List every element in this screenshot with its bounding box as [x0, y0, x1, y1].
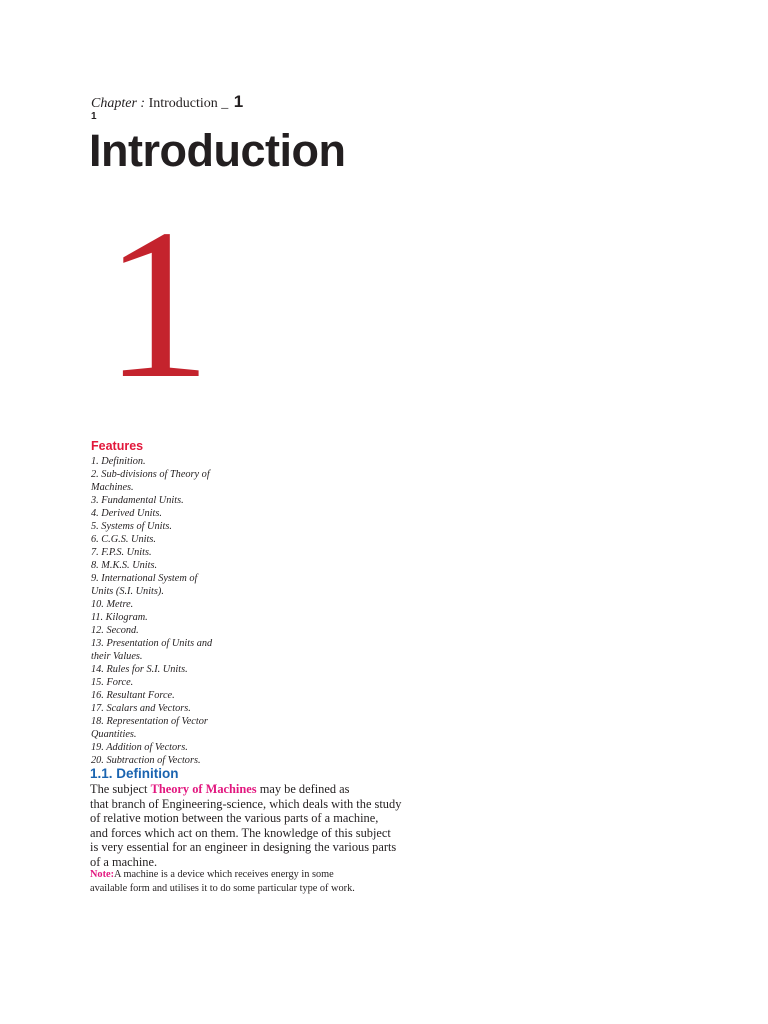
- feature-item: 12. Second.: [91, 625, 139, 636]
- definition-paragraph: [90, 782, 401, 869]
- note-label: Note:: [90, 869, 115, 880]
- chapter-header: [91, 92, 243, 112]
- feature-item: 20. Subtraction of Vectors.: [91, 755, 201, 766]
- note-line: available form and utilises it to do some particular type of work.: [90, 882, 355, 894]
- feature-item: 13. Presentation of Units and: [91, 638, 213, 649]
- highlighted-term: Theory of Machines: [150, 782, 257, 796]
- page-number-marker: 1: [91, 111, 97, 122]
- chapter-number: 1: [233, 92, 244, 111]
- feature-item: 6. C.G.S. Units.: [91, 534, 156, 545]
- feature-item: 10. Metre.: [91, 599, 134, 610]
- note-line: [90, 868, 355, 882]
- page-title: Introduction: [89, 125, 346, 176]
- feature-item: 1. Definition.: [91, 456, 146, 467]
- feature-item: Quantities.: [91, 729, 137, 740]
- feature-item: 8. M.K.S. Units.: [91, 560, 158, 571]
- paragraph-line: [90, 782, 401, 797]
- feature-item: 11. Kilogram.: [91, 612, 148, 623]
- paragraph-line: and forces which act on them. The knowledge of this subject: [90, 825, 391, 840]
- note-paragraph: [90, 868, 355, 895]
- paragraph-line: of relative motion between the various parts of a machine,: [90, 811, 379, 825]
- chapter-title: Introduction _: [148, 96, 229, 111]
- features-list: [91, 455, 212, 767]
- feature-item: 2. Sub-divisions of Theory of: [91, 469, 210, 480]
- feature-item: 18. Representation of Vector: [91, 716, 208, 727]
- feature-item: 3. Fundamental Units.: [91, 495, 184, 506]
- note-text: A machine is a device which receives energy in some: [114, 869, 334, 880]
- feature-item: 19. Addition of Vectors.: [91, 742, 188, 753]
- feature-item: Units (S.I. Units).: [91, 586, 164, 597]
- chapter-label: Chapter :: [91, 96, 146, 111]
- feature-item: 9. International System of: [91, 573, 198, 584]
- section-heading: 1.1. Definition: [90, 766, 179, 781]
- paragraph-line1-end: may be defined as: [259, 782, 350, 796]
- feature-item: 14. Rules for S.I. Units.: [91, 664, 188, 675]
- feature-item: 5. Systems of Units.: [91, 521, 172, 532]
- paragraph-line: is very essential for an engineer in designing the various parts: [90, 840, 397, 854]
- paragraph-line: of a machine.: [90, 854, 158, 869]
- paragraph-line: that branch of Engineering-science, which deals with the study: [90, 796, 402, 811]
- feature-item: 4. Derived Units.: [91, 508, 162, 519]
- feature-item: their Values.: [91, 651, 143, 662]
- paragraph-start: The subject: [90, 782, 148, 796]
- features-heading: Features: [91, 439, 144, 453]
- chapter-big-numeral: 1: [104, 184, 212, 423]
- feature-item: 16. Resultant Force.: [91, 690, 175, 701]
- feature-item: Machines.: [91, 482, 134, 493]
- feature-item: 15. Force.: [91, 677, 134, 688]
- feature-item: 7. F.P.S. Units.: [91, 547, 152, 558]
- feature-item: 17. Scalars and Vectors.: [91, 703, 191, 714]
